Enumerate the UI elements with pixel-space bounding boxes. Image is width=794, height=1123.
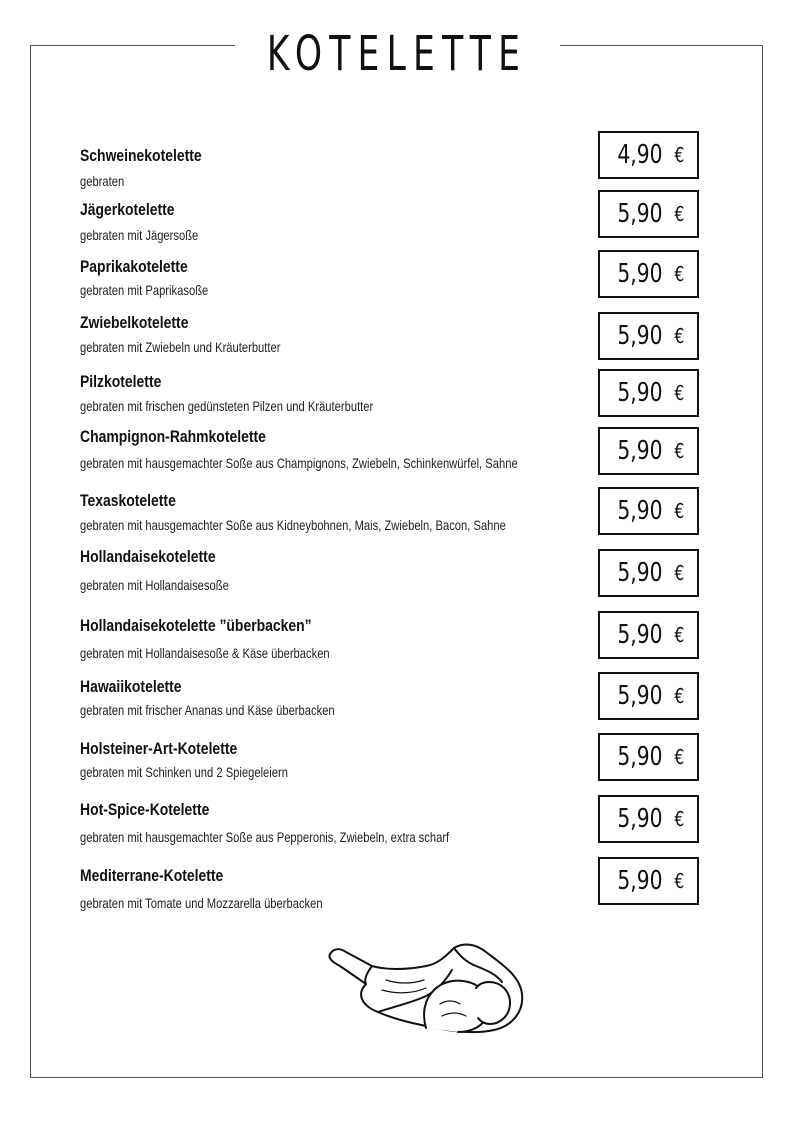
currency-symbol: € <box>674 324 685 348</box>
item-name: Holsteiner-Art-Kotelette <box>80 739 238 758</box>
currency-symbol: € <box>674 499 685 523</box>
item-price: 5,90 <box>617 866 663 896</box>
price-box <box>598 611 699 659</box>
item-price: 5,90 <box>617 378 663 408</box>
price-box <box>598 795 699 843</box>
item-description: gebraten mit Jägersoße <box>80 227 199 243</box>
item-price: 5,90 <box>617 804 663 834</box>
price-box <box>598 427 699 475</box>
currency-symbol: € <box>674 439 685 463</box>
item-name: Hot-Spice-Kotelette <box>80 800 210 819</box>
item-name: Paprikakotelette <box>80 257 188 276</box>
item-name: Texaskotelette <box>80 491 176 510</box>
price-box <box>598 549 699 597</box>
item-price: 5,90 <box>617 620 663 650</box>
item-name: Hollandaisekotelette <box>80 547 216 566</box>
item-description: gebraten mit frischen gedünsteten Pilzen und Kräuterbutter <box>80 398 374 414</box>
item-price: 5,90 <box>617 742 663 772</box>
item-price: 5,90 <box>617 436 663 466</box>
pork-chop-icon <box>326 940 526 1036</box>
item-price: 5,90 <box>617 558 663 588</box>
item-price: 5,90 <box>617 681 663 711</box>
price-box <box>598 312 699 360</box>
price-box <box>598 733 699 781</box>
item-price: 4,90 <box>617 140 663 170</box>
item-description: gebraten mit Hollandaisesoße & Käse überbacken <box>80 645 330 661</box>
price-box <box>598 487 699 535</box>
price-box <box>598 672 699 720</box>
price-box <box>598 250 699 298</box>
price-box <box>598 190 699 238</box>
item-price: 5,90 <box>617 321 663 351</box>
item-description: gebraten mit Hollandaisesoße <box>80 577 229 593</box>
currency-symbol: € <box>674 869 685 893</box>
page-title: KOTELETTE <box>266 26 528 82</box>
item-name: Schweinekotelette <box>80 146 202 165</box>
item-name: Mediterrane-Kotelette <box>80 866 224 885</box>
item-description: gebraten mit frischer Ananas und Käse überbacken <box>80 702 335 718</box>
item-description: gebraten mit hausgemachter Soße aus Pepperonis, Zwiebeln, extra scharf <box>80 829 450 845</box>
currency-symbol: € <box>674 143 685 167</box>
item-name: Champignon-Rahmkotelette <box>80 427 266 446</box>
item-name: Hollandaisekotelette ”überbacken” <box>80 616 312 635</box>
item-price: 5,90 <box>617 259 663 289</box>
currency-symbol: € <box>674 745 685 769</box>
item-description: gebraten mit hausgemachter Soße aus Champignons, Zwiebeln, Schinkenwürfel, Sahne <box>80 455 518 471</box>
item-name: Zwiebelkotelette <box>80 313 189 332</box>
currency-symbol: € <box>674 202 685 226</box>
currency-symbol: € <box>674 623 685 647</box>
item-price: 5,90 <box>617 199 663 229</box>
currency-symbol: € <box>674 262 685 286</box>
currency-symbol: € <box>674 561 685 585</box>
item-description: gebraten <box>80 173 125 189</box>
item-description: gebraten mit Schinken und 2 Spiegeleiern <box>80 764 288 780</box>
item-name: Jägerkotelette <box>80 200 175 219</box>
item-name: Pilzkotelette <box>80 372 162 391</box>
price-box <box>598 369 699 417</box>
item-description: gebraten mit hausgemachter Soße aus Kidneybohnen, Mais, Zwiebeln, Bacon, Sahne <box>80 517 506 533</box>
price-box <box>598 131 699 179</box>
item-description: gebraten mit Paprikasoße <box>80 282 209 298</box>
item-price: 5,90 <box>617 496 663 526</box>
currency-symbol: € <box>674 381 685 405</box>
currency-symbol: € <box>674 807 685 831</box>
item-name: Hawaiikotelette <box>80 677 182 696</box>
currency-symbol: € <box>674 684 685 708</box>
item-description: gebraten mit Zwiebeln und Kräuterbutter <box>80 339 281 355</box>
item-description: gebraten mit Tomate und Mozzarella überbacken <box>80 895 323 911</box>
price-box <box>598 857 699 905</box>
